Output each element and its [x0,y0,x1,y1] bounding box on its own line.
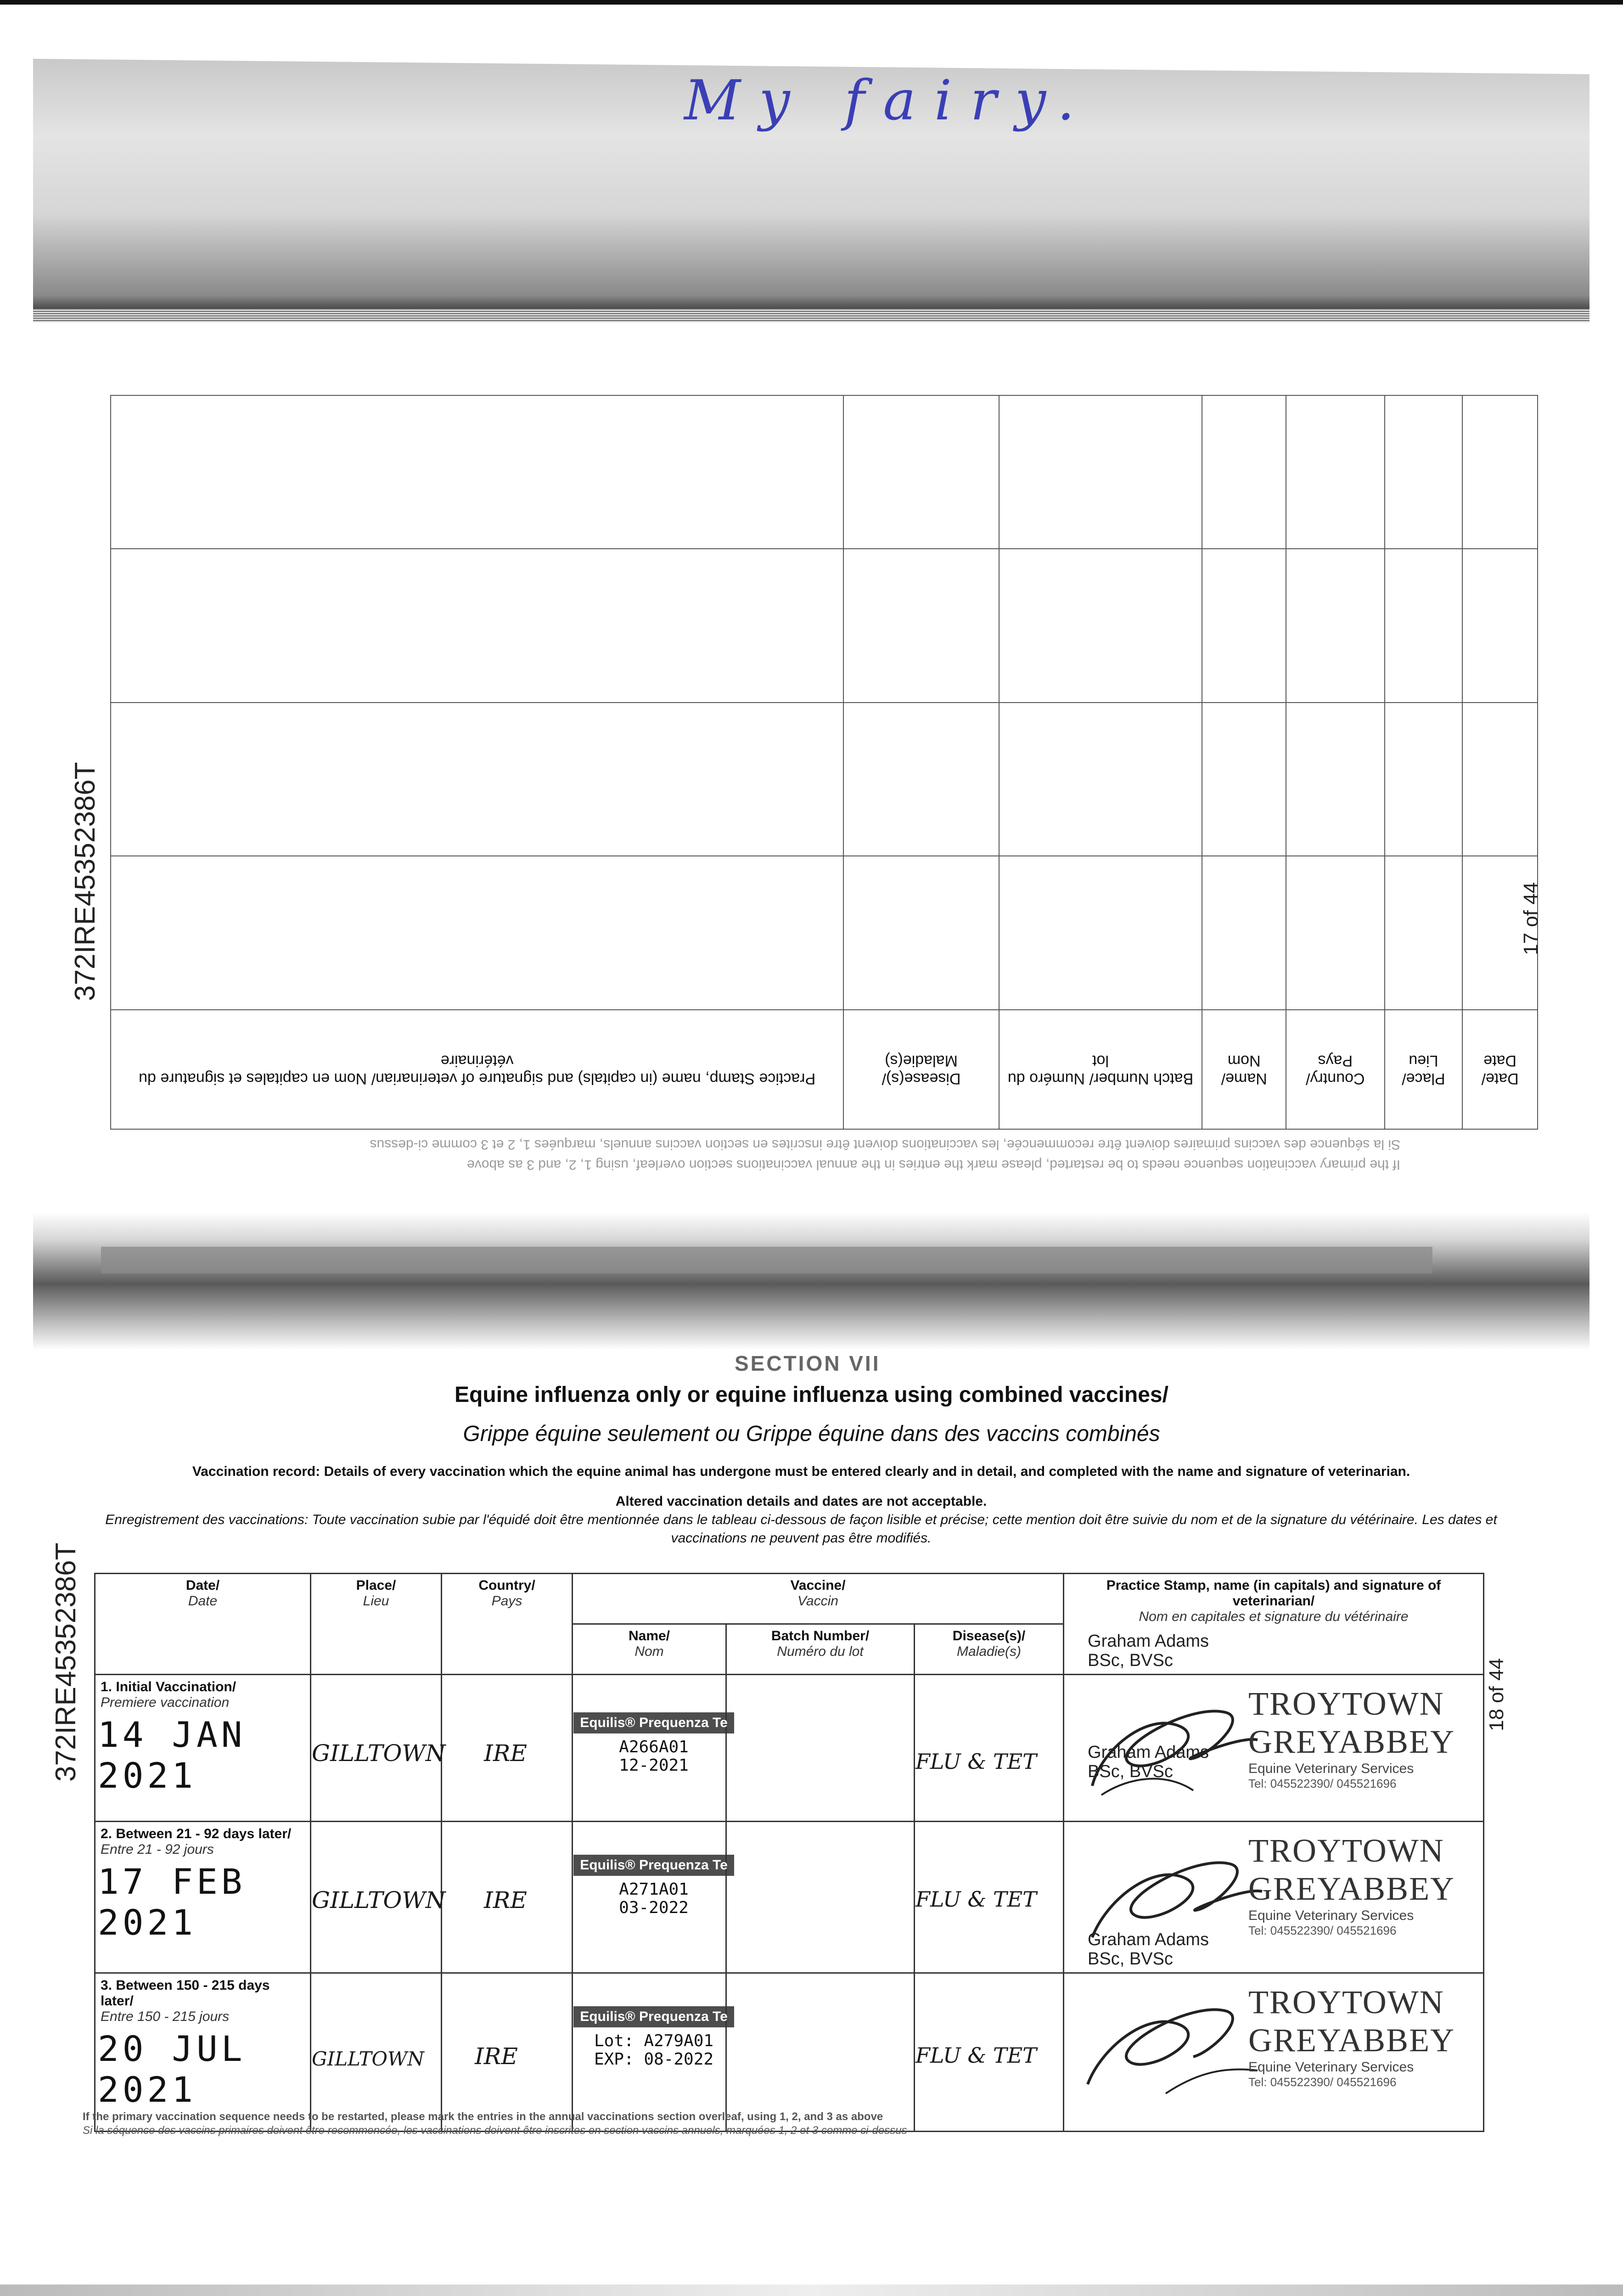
mirrored-footnote: If the primary vaccination sequence needs to be restarted, please mark the entries in the annual vaccinations section overleaf, using 1, 2, and 3 as above Si la séquence des vaccins primaires doivent être recommencée, les vaccinations doivent être inscrites en section vaccins annuels, marquées 1, 2 et 3 comme ci-dessus [370,1137,1400,1172]
page-number-18: 18 of 44 [1485,1658,1508,1731]
title-english: Equine influenza only or equine influenza using combined vaccines/ [455,1383,1168,1407]
signature-icon [1074,1983,1267,2103]
header-practice: Practice Stamp, name (in capitals) and signature of veterinarian/ Nom en capitales et signature du vétérinaire [1064,1574,1484,1675]
practice-stamp: TROYTOWN GREYABBEY Equine Veterinary Services Tel: 045522390/ 045521696 [1248,1832,1455,1937]
vaccine-name-cell [573,1822,726,1973]
date-cell: 3. Between 150 - 215 days later/ Entre 150 - 215 jours 20 JUL 2021 [95,1973,311,2132]
ghost-header-batch: Batch Number/ Numéro du lot [999,1010,1202,1129]
footnote: If the primary vaccination sequence needs to be restarted, please mark the entries in the annual vaccinations section overleaf, using 1, 2, and 3 as above Si la séquence des vaccins primaires doivent être recommencée, les vaccinations doivent être inscrites en section vaccins annuels, marquées 1, 2 et 3 comme ci-dessus [83,2110,907,2137]
vet-name: Graham Adams BSc, BVSc [1088,1930,1209,1969]
place-cell: GILLTOWN [311,1675,442,1822]
bottom-strip [0,2285,1623,2296]
date-cell: 2. Between 21 - 92 days later/ Entre 21 - 92 jours 17 FEB 2021 [95,1822,311,1973]
ghost-header-name: Name/ Nom [1202,1010,1286,1129]
place-cell: GILLTOWN [311,1973,442,2132]
header-batch: Batch Number/ Numéro du lot [726,1624,915,1675]
ghost-header-practice: Practice Stamp, name (in capitals) and signature of veterinarian/ Nom en capitales et signature du vétérinaire [111,1010,843,1129]
disease-cell: FLU & TET [915,1675,1064,1822]
disease-cell: FLU & TET [915,1973,1064,2132]
batch-cell [726,1822,915,1973]
record-note-altered: Altered vaccination details and dates are not acceptable. [615,1494,987,1509]
title-french: Grippe équine seulement ou Grippe équine dans des vaccins combinés [463,1422,1160,1446]
vaccine-sticker: Equilis® Prequenza Te Lot: A279A01 EXP: 08-2022 [573,2006,734,2069]
country-cell: IRE [442,1822,573,1973]
record-note-fr: Enregistrement des vaccinations: Toute vaccination subie par l'équidé doit être mentionnée dans le tableau ci-dessous de façon lisible et précise; cette mention doit être suivie du nom et de la signature du vétérinaire. Les dates et vaccinations ne peuvent pas être modifiés. [105,1512,1497,1546]
date-value: 14 JAN 2021 [98,1714,246,1796]
id-number-top: 372IRE45352386T [69,762,101,1001]
ghost-header-place: Place/ Lieu [1385,1010,1463,1129]
country-cell: IRE [442,1973,573,2132]
date-cell: 1. Initial Vaccination/ Premiere vaccination 14 JAN 2021 [95,1675,311,1822]
disease-cell: FLU & TET [915,1822,1064,1973]
practice-stamp: TROYTOWN GREYABBEY Equine Veterinary Services Tel: 045522390/ 045521696 [1248,1984,1455,2089]
top-border [0,0,1623,5]
handwritten-note: My fairy. [684,69,1093,133]
record-note-en: Vaccination record: Details of every vaccination which the equine animal has undergone must be entered clearly and in detail, and completed with the name and signature of veterinarian. [192,1464,1410,1479]
date-value: 17 FEB 2021 [98,1861,246,1943]
header-place: Place/ Lieu [311,1574,442,1675]
section-label: SECTION VII [735,1351,881,1375]
batch-cell [726,1973,915,2132]
header-country: Country/ Pays [442,1574,573,1675]
practice-stamp: TROYTOWN GREYABBEY Equine Veterinary Services Tel: 045522390/ 045521696 [1248,1685,1455,1790]
fold-bar [101,1247,1432,1273]
header-disease: Disease(s)/ Maladie(s) [915,1624,1064,1675]
header-name: Name/ Nom [573,1624,726,1675]
date-value: 20 JUL 2021 [98,2028,246,2110]
vaccine-name-cell [573,1973,726,2132]
id-number-bottom: 372IRE45352386T [50,1542,82,1782]
vaccine-sticker: Equilis® Prequenza Te A266A01 12-2021 [573,1712,734,1775]
batch-cell [726,1675,915,1822]
vet-name: Graham Adams BSc, BVSc [1088,1632,1209,1670]
table-row [95,1675,1484,1822]
book-fold [33,1212,1589,1350]
ghost-header-country: Country/ Pays [1286,1010,1385,1129]
vaccination-table [94,1573,1484,2132]
vet-name: Graham Adams BSc, BVSc [1088,1743,1209,1781]
page-edge [33,309,1589,322]
place-cell: GILLTOWN [311,1822,442,1973]
country-cell: IRE [442,1675,573,1822]
header-date: Date/ Date [95,1574,311,1675]
ghost-header-date: Date/ Date [1462,1010,1538,1129]
header-vaccine: Vaccine/ Vaccin [573,1574,1064,1624]
practice-cell [1064,1930,1484,2132]
table-row [95,1973,1484,2132]
vaccine-sticker: Equilis® Prequenza Te A271A01 03-2022 [573,1855,734,1917]
page-number-17: 17 of 44 [1520,882,1542,955]
previous-page-table [110,395,1538,1130]
ghost-header-disease: Disease(s)/ Maladie(s) [843,1010,999,1129]
vaccine-name-cell [573,1675,726,1822]
table-row [95,1822,1484,1973]
